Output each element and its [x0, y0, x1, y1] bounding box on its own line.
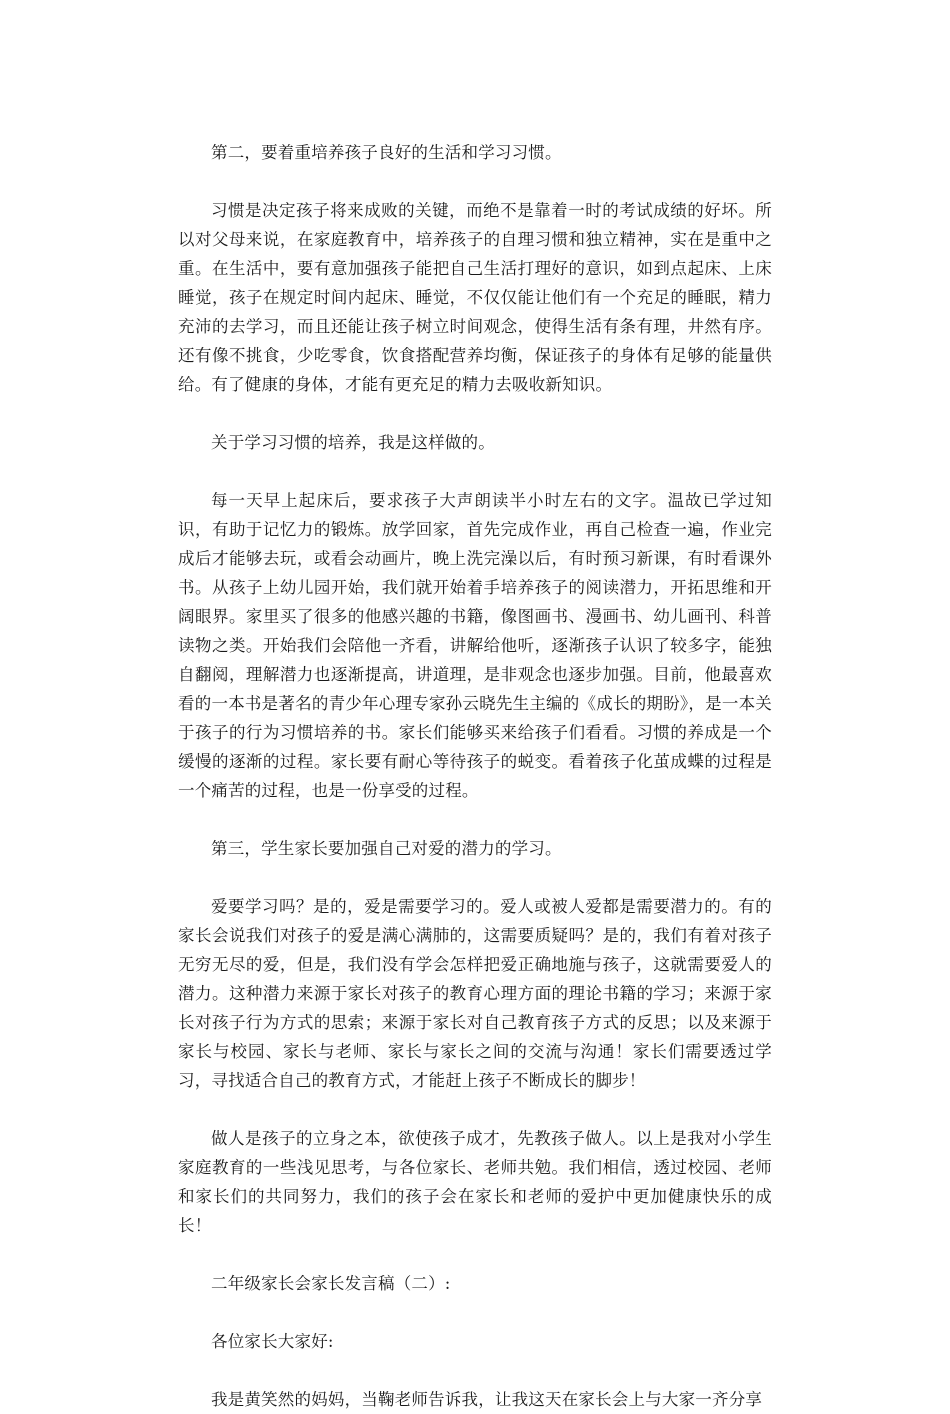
document-body [178, 138, 772, 1414]
paragraph-daily-routine: 每一天早上起床后，要求孩子大声朗读半小时左右的文字。温故已学过知识，有助于记忆力的锻炼。放学回家，首先完成作业，再自己检查一遍，作业完成后才能够去玩，或看会动画片，晚上洗完澡以后，有时预习新课，有时看课外书。从孩子上幼儿园开始，我们就开始着手培养孩子的阅读潜力，开拓思维和开阔眼界。家里买了很多的他感兴趣的书籍，像图画书、漫画书、幼儿画刊、科普读物之类。开始我们会陪他一齐看，讲解给他听，逐渐孩子认识了较多字，能独自翻阅，理解潜力也逐渐提高，讲道理，是非观念也逐步加强。目前，他最喜欢看的一本书是著名的青少年心理专家孙云晓先生主编的《成长的期盼》，是一本关于孩子的行为习惯培养的书。家长们能够买来给孩子们看看。习惯的养成是一个缓慢的逐渐的过程。家长要有耐心等待孩子的蜕变。看着孩子化茧成蝶的过程是一个痛苦的过程，也是一份享受的过程。 [178, 491, 772, 800]
paragraph-speech-two-title: 二年级家长会家长发言稿（二）: [211, 1274, 451, 1293]
paragraph-learning-love: 爱要学习吗？是的，爱是需要学习的。爱人或被人爱都是需要潜力的。有的家长会说我们对孩子的爱是满心满肺的，这需要质疑吗？是的，我们有着对孩子无穷无尽的爱，但是，我们没有学会怎样把爱正确地施与孩子，这就需要爱人的潜力。这种潜力来源于家长对孩子的教育心理方面的理论书籍的学习；来源于家长对孩子行为方式的思索；来源于家长对自己教育孩子方式的反思；以及来源于家长与校园、家长与老师、家长与家长之间的交流与沟通！家长们需要透过学习，寻找适合自己的教育方式，才能赶上孩子不断成长的脚步！ [178, 897, 772, 1090]
paragraph-heading-second-point: 第二，要着重培养孩子良好的生活和学习习惯。 [211, 143, 562, 162]
paragraph-study-habits-intro: 关于学习习惯的培养，我是这样做的。 [211, 433, 495, 452]
paragraph-heading-third-point: 第三，学生家长要加强自己对爱的潜力的学习。 [211, 839, 562, 858]
paragraph-speech-two-opening: 我是黄笑然的妈妈，当鞠老师告诉我，让我这天在家长会上与大家一齐分享 [211, 1390, 763, 1409]
paragraph-habits-importance: 习惯是决定孩子将来成败的关键，而绝不是靠着一时的考试成绩的好坏。所以对父母来说，在家庭教育中，培养孩子的自理习惯和独立精神，实在是重中之重。在生活中，要有意加强孩子能把自己生活打理好的意识，如到点起床、上床睡觉，孩子在规定时间内起床、睡觉，不仅仅能让他们有一个充足的睡眠，精力充沛的去学习，而且还能让孩子树立时间观念，使得生活有条有理，井然有序。还有像不挑食，少吃零食，饮食搭配营养均衡，保证孩子的身体有足够的能量供给。有了健康的身体，才能有更充足的精力去吸收新知识。 [178, 201, 772, 394]
paragraph-conclusion: 做人是孩子的立身之本，欲使孩子成才，先教孩子做人。以上是我对小学生家庭教育的一些浅见思考，与各位家长、老师共勉。我们相信，透过校园、老师和家长们的共同努力，我们的孩子会在家长和老师的爱护中更加健康快乐的成长！ [178, 1129, 772, 1235]
paragraph-greeting: 各位家长大家好: [211, 1332, 334, 1351]
